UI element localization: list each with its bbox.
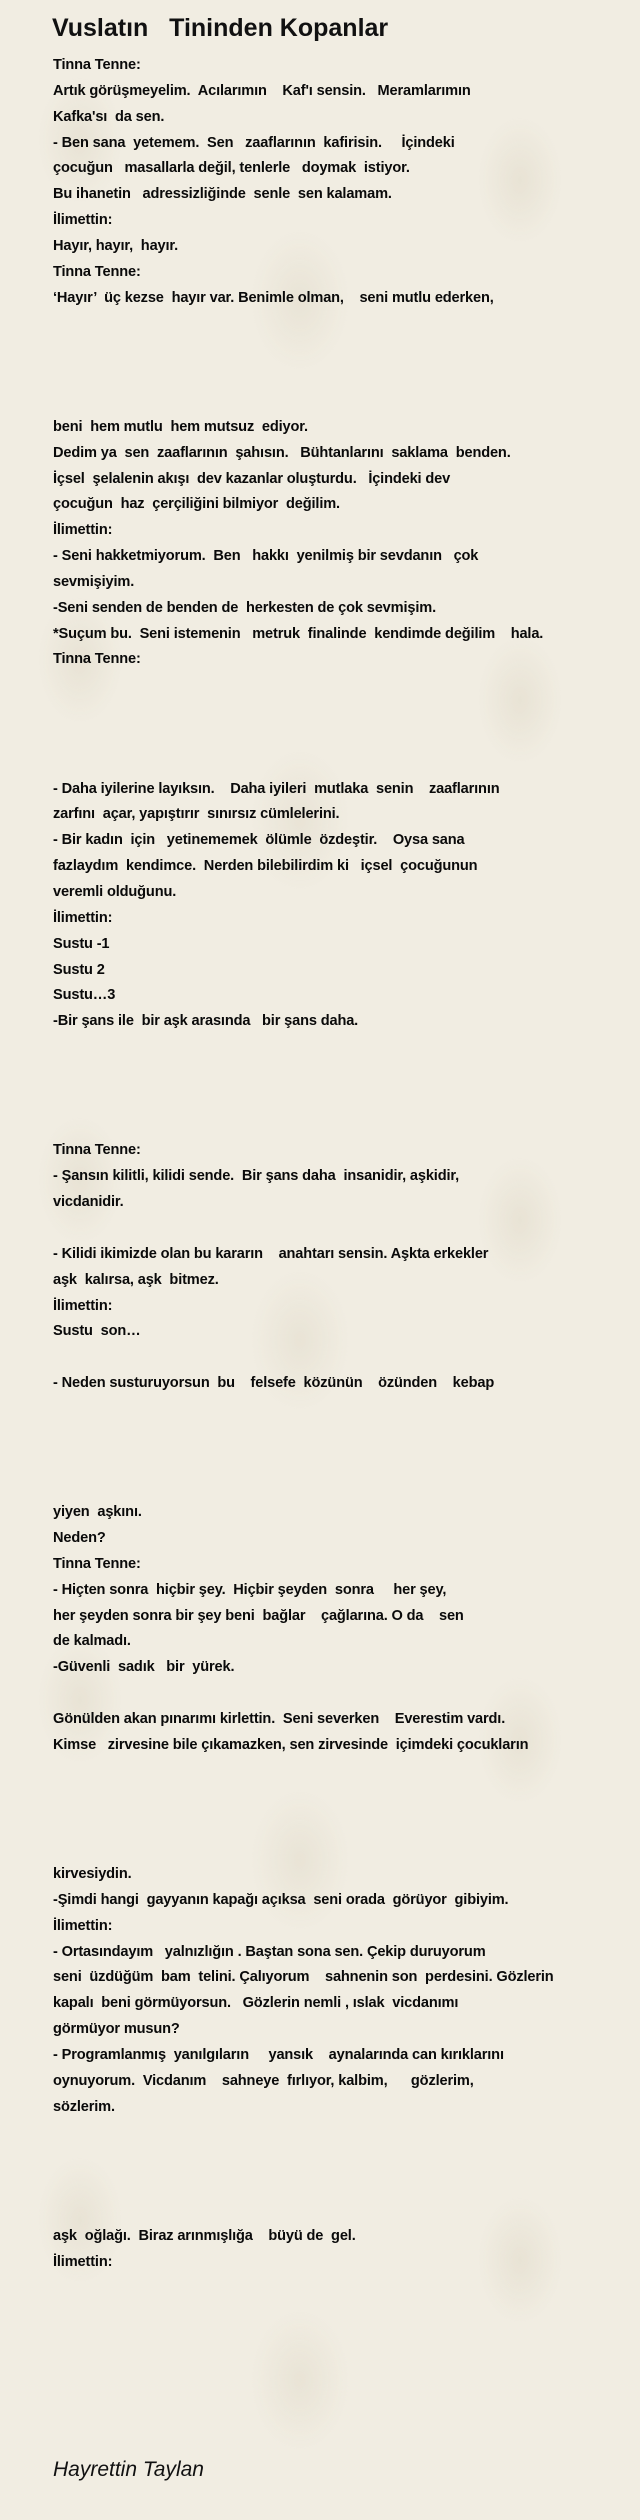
poem-line: vicdanidir. [53,1194,124,1211]
blank-line [53,673,638,699]
blank-line [53,1397,638,1423]
poem-line: aşk oğlağı. Biraz arınmışlığa büyü de gel. [53,2227,356,2244]
poem-line: - Ortasındayım yalnızlığın . Baştan sona sen. Çekip duruyorum [53,1943,486,1960]
poem-line: - Şansın kilitli, kilidi sende. Bir şans daha insanidir, aşkidir, [53,1168,460,1185]
poem-line: Neden? [53,1530,106,1547]
poem-line: İlimettin: [53,1917,113,1934]
poem-line: - Seni hakketmiyorum. Ben hakkı yenilmiş bir sevdanın çok [53,548,479,565]
poem-line: İlimettin: [53,212,113,229]
poem-line: Tinna Tenne: [53,263,141,280]
poem-line: Tinna Tenne: [53,1142,141,1159]
poem-line: -Seni senden de benden de herkesten de çok sevmişim. [53,599,436,616]
blank-line [53,1035,638,1061]
blank-line [53,1474,638,1500]
poem-line: - Hiçten sonra hiçbir şey. Hiçbir şeyden sonra her şey, [53,1581,447,1598]
poem-line: aşk kalırsa, aşk bitmez. [53,1271,219,1288]
poem-line: - Daha iyilerine layıksın. Daha iyileri mutlaka senin zaaflarının [53,780,500,797]
poem-line: ‘Hayır’ üç kezse hayır var. Benimle olman, seni mutlu ederken, [53,289,494,306]
blank-line [53,311,638,337]
poem-line: Tinna Tenne: [53,1555,141,1572]
poem-line: görmüyor musun? [53,2021,180,2038]
poem-line: - Programlanmış yanılgıların yansık aynalarında can kırıklarını [53,2046,504,2063]
blank-line [53,1087,638,1113]
poem-line: çocuğun haz çerçiliğini bilmiyor değilim. [53,496,340,513]
blank-line [53,363,638,389]
poem-line: Sustu 2 [53,961,105,978]
poem-line: - Neden susturuyorsun bu felsefe közünün özünden kebap [53,1375,495,1392]
poem-line: İlimettin: [53,2253,113,2270]
poem-line: Gönülden akan pınarımı kirlettin. Seni severken Everestim vardı. [53,1711,506,1727]
poem-line: -Bir şans ile bir aşk arasında bir şans daha. [53,1013,359,1030]
poem-line: Sustu…3 [53,987,116,1004]
blank-line [53,1759,638,1785]
poem-line: Kafka'sı da sen. [53,108,165,125]
poem-line: - Bir kadın için yetinememek ölümle özdeştir. Oysa sana [53,832,465,849]
poem-line: sevmişiyim. [53,573,135,590]
author-name: Hayrettin Taylan [53,2458,204,2481]
poem-line: İlimettin: [53,522,113,539]
blank-line [53,1785,638,1811]
poem-line: beni hem mutlu hem mutsuz ediyor. [53,418,308,435]
poem-body [53,53,638,2276]
blank-line [53,1681,638,1707]
poem-line: Sustu son… [53,1323,141,1340]
blank-line [53,1113,638,1139]
blank-line [53,1836,638,1862]
blank-line [53,1216,638,1242]
blank-line [53,751,638,777]
blank-line [53,1423,638,1449]
blank-line [53,1345,638,1371]
poem-line: zarfını açar, yapıştırır sınırsız cümlelerini. [53,806,340,823]
poem-line: - Ben sana yetemem. Sen zaaflarının kafirisin. İçindeki [53,134,455,151]
poem-line: Dedim ya sen zaaflarının şahısın. Bühtanlarını saklama benden. [53,444,511,461]
poem-line: kapalı beni görmüyorsun. Gözlerin nemli , ıslak vicdanımı [53,1995,459,2012]
poem-line: seni üzdüğüm bam telini. Çalıyorum sahnenin son perdesini. Gözlerin [53,1969,554,1986]
poem-line: çocuğun masallarla değil, tenlerle doymak istiyor. [53,160,410,177]
blank-line [53,389,638,415]
blank-line [53,725,638,751]
blank-line [53,2146,638,2172]
blank-line [53,1449,638,1475]
poem-title: Vuslatın Tininden Kopanlar [52,14,389,42]
poem-line: -Şimdi hangi gayyanın kapağı açıksa seni orada görüyor gibiyim. [53,1891,509,1908]
blank-line [53,699,638,725]
poem-line: İlimettin: [53,1297,113,1314]
poem-line: Bu ihanetin adressizliğinde senle sen kalamam. [53,186,392,203]
poem-line: her şeyden sonra bir şey beni bağlar çağlarına. O da sen [53,1607,464,1624]
poem-line: Sustu -1 [53,935,110,952]
blank-line [53,2172,638,2198]
blank-line [53,337,638,363]
poem-line: Hayır, hayır, hayır. [53,237,179,254]
poem-line: Tinna Tenne: [53,651,141,668]
poem-line: yiyen aşkını. [53,1504,142,1521]
poem-line: sözlerim. [53,2098,115,2115]
poem-line: *Suçum bu. Seni istemenin metruk finalinde kendimde değilim hala. [53,625,544,642]
poem-line: - Kilidi ikimizde olan bu kararın anahtarı sensin. Aşkta erkekler [53,1245,489,1262]
poem-line: de kalmadı. [53,1633,131,1650]
poem-line: İçsel şelalenin akışı dev kazanlar oluşturdu. İçindeki dev [53,470,451,487]
blank-line [53,1061,638,1087]
poem-line: Kimse zirvesine bile çıkamazken, sen zirvesinde içimdeki çocukların [53,1736,529,1753]
blank-line [53,2198,638,2224]
poem-line: veremli olduğunu. [53,884,177,900]
poem-line: Tinna Tenne: [53,57,141,73]
poem-line: İlimettin: [53,909,113,926]
poem-line: Artık görüşmeyelim. Acılarımın Kaf'ı sensin. Meramlarımın [53,82,471,99]
poem-line: fazlaydım kendimce. Nerden bilebilirdim ki içsel çocuğunun [53,858,478,875]
blank-line [53,1810,638,1836]
poem-line: oynuyorum. Vicdanım sahneye fırlıyor, kalbim, gözlerim, [53,2072,474,2089]
poem-line: kirvesiydin. [53,1866,132,1883]
blank-line [53,2121,638,2147]
poem-line: -Güvenli sadık bir yürek. [53,1659,235,1676]
